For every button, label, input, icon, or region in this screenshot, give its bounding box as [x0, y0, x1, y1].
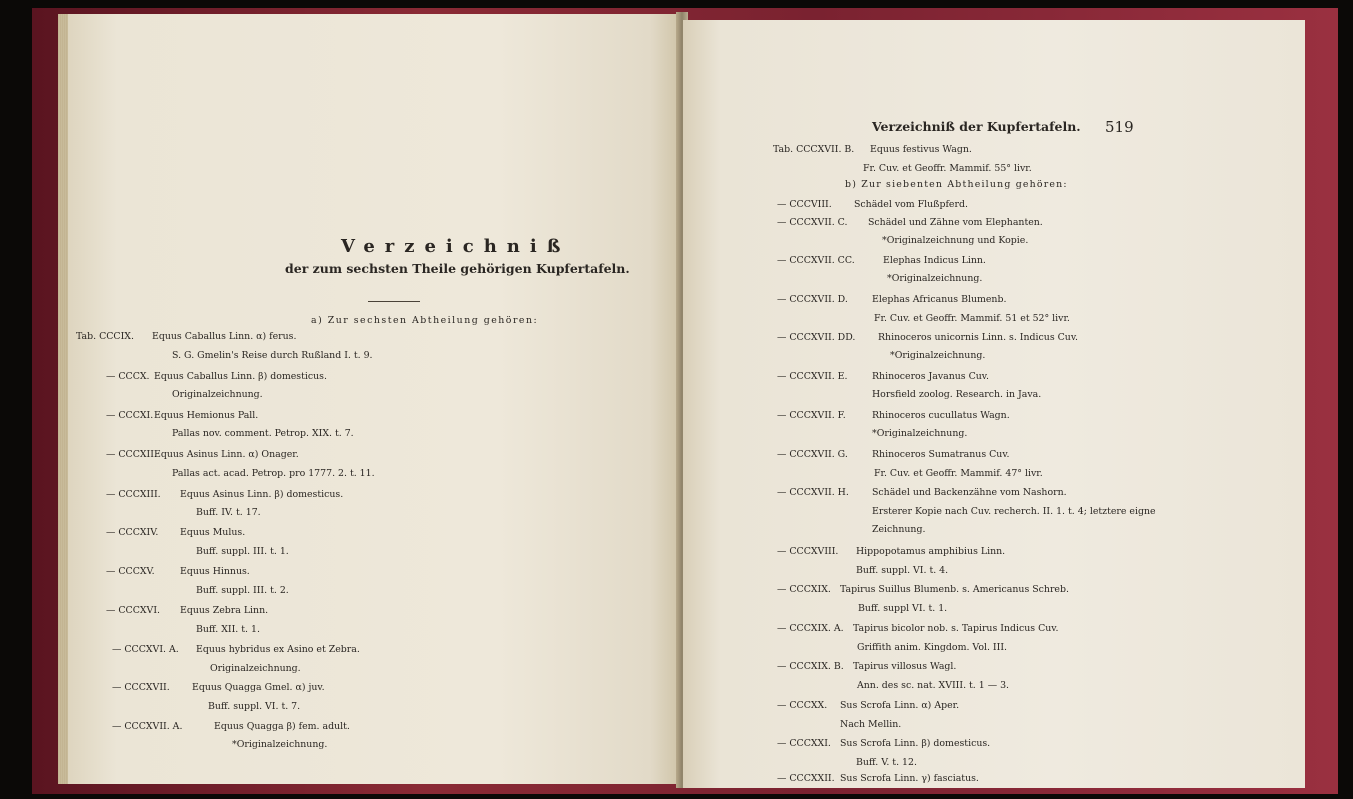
entry-source: Zeichnung. [872, 524, 926, 535]
tab-number: — CCCXVII. F. [777, 410, 846, 421]
tab-number: — CCCXVIII. [777, 546, 839, 557]
entry-source: Buff. V. t. 12. [856, 757, 917, 768]
tab-number: — CCCXV. [106, 566, 155, 577]
entry-name: Equus Quagga β) fem. adult. [214, 721, 350, 732]
tab-number: — CCCXVI. [106, 605, 161, 616]
tab-number: — CCCXII. [106, 449, 157, 460]
right-page [683, 20, 1305, 788]
tab-number: — CCCXIX. A. [777, 623, 844, 634]
entry-name: Rhinoceros Javanus Cuv. [872, 371, 989, 382]
entry-name: Rhinoceros Sumatranus Cuv. [872, 449, 1010, 460]
tab-number: — CCCXVII. E. [777, 371, 848, 382]
entry-name: Tapirus Suillus Blumenb. s. Americanus Schreb. [840, 584, 1069, 595]
tab-number: — CCCXIV. [106, 527, 159, 538]
entry-source: *Originalzeichnung. [232, 739, 328, 750]
entry-source: Nach Mellin. [840, 719, 902, 730]
entry-name: Schädel vom Flußpferd. [854, 199, 968, 210]
tab-number: Tab. CCCXVII. B. [773, 144, 855, 155]
entry-name: Sus Scrofa Linn. β) domesticus. [840, 738, 991, 749]
tab-number: — CCCXXII. [777, 773, 835, 784]
entry-source: Originalzeichnung. [210, 663, 301, 674]
entry-name: Rhinoceros unicornis Linn. s. Indicus Cuv. [878, 332, 1078, 343]
left-page [68, 14, 680, 784]
entry-source: *Originalzeichnung. [890, 350, 986, 361]
entry-source: Originalzeichnung. [172, 389, 263, 400]
entry-name: Equus Caballus Linn. α) ferus. [152, 331, 297, 342]
tab-number: — CCCXIX. [777, 584, 831, 595]
entry-source: *Originalzeichnung. [887, 273, 983, 284]
entry-name: Tapirus bicolor nob. s. Tapirus Indicus Cuv. [853, 623, 1059, 634]
entry-name: Schädel und Backenzähne vom Nashorn. [872, 487, 1067, 498]
entry-source: *Originalzeichnung und Kopie. [882, 235, 1029, 246]
entry-name: Hippopotamus amphibius Linn. [856, 546, 1006, 557]
entry-name: Elephas Africanus Blumenb. [872, 294, 1007, 305]
entry-name: Schädel und Zähne vom Elephanten. [868, 217, 1043, 228]
tab-number: — CCCXVI. A. [112, 644, 179, 655]
entry-name: Equus Asinus Linn. α) Onager. [154, 449, 299, 460]
entry-source: Buff. suppl. VI. t. 4. [856, 565, 949, 576]
tab-number: — CCCXX. [777, 700, 828, 711]
entry-name: Equus Caballus Linn. β) domesticus. [154, 371, 327, 382]
entry-source: *Originalzeichnung. [872, 428, 968, 439]
entry-source: Buff. IV. t. 17. [196, 507, 261, 518]
tab-number: Tab. CCCIX. [76, 331, 134, 342]
entry-name: Equus festivus Wagn. [870, 144, 972, 155]
entry-source: Ersterer Kopie nach Cuv. recherch. II. 1. t. 4; letztere eigne [872, 506, 1156, 517]
entry-name: Elephas Indicus Linn. [883, 255, 986, 266]
page-title: Verzeichniß [341, 236, 571, 257]
entry-source: Buff. suppl. III. t. 1. [196, 546, 289, 557]
tab-number: — CCCXIII. [106, 489, 161, 500]
entry-source: Pallas act. acad. Petrop. pro 1777. 2. t. 11. [172, 468, 375, 479]
entry-name: Equus Mulus. [180, 527, 246, 538]
tab-number: — CCCXXI. [777, 738, 831, 749]
entry-source: Buff. suppl. VI. t. 7. [208, 701, 301, 712]
tab-number: — CCCX. [106, 371, 150, 382]
entry-source: Fr. Cuv. et Geoffr. Mammif. 47° livr. [874, 468, 1043, 479]
entry-name: Equus Hemionus Pall. [154, 410, 259, 421]
page-number: 519 [1105, 118, 1134, 136]
entry-source: Ann. des sc. nat. XVIII. t. 1 — 3. [857, 680, 1010, 691]
entry-name: Equus hybridus ex Asino et Zebra. [196, 644, 360, 655]
tab-number: — CCCXVII. C. [777, 217, 848, 228]
divider [368, 301, 420, 302]
entry-name: Sus Scrofa Linn. α) Aper. [840, 700, 960, 711]
entry-name: Equus Quagga Gmel. α) juv. [192, 682, 325, 693]
entry-source: Horsfield zoolog. Research. in Java. [872, 389, 1042, 400]
entry-source: Griffith anim. Kingdom. Vol. III. [857, 642, 1008, 653]
tab-number: — CCCXIX. B. [777, 661, 844, 672]
entry-name: Tapirus villosus Wagl. [853, 661, 957, 672]
entry-name: Equus Hinnus. [180, 566, 250, 577]
tab-number: — CCCXVII. CC. [777, 255, 855, 266]
entry-source: Fr. Cuv. et Geoffr. Mammif. 51 et 52° livr. [874, 313, 1070, 324]
section-heading: a) Zur sechsten Abtheilung gehören: [311, 315, 539, 326]
entry-source: S. G. Gmelin's Reise durch Rußland I. t. 9. [172, 350, 373, 361]
entry-name: Equus Asinus Linn. β) domesticus. [180, 489, 344, 500]
tab-number: — CCCXVII. [112, 682, 170, 693]
tab-number: — CCCXI. [106, 410, 154, 421]
entry-name: Equus Zebra Linn. [180, 605, 269, 616]
tab-number: — CCCVIII. [777, 199, 832, 210]
entry-source: Buff. XII. t. 1. [196, 624, 260, 635]
tab-number: — CCCXVII. DD. [777, 332, 856, 343]
entry-name: Rhinoceros cucullatus Wagn. [872, 410, 1010, 421]
entry-source: Buff. suppl VI. t. 1. [858, 603, 948, 614]
page-subtitle: der zum sechsten Theile gehörigen Kupfertafeln. [285, 261, 630, 276]
entry-name: Sus Scrofa Linn. γ) fasciatus. [840, 773, 979, 784]
section-heading: b) Zur siebenten Abtheilung gehören: [845, 179, 1068, 190]
tab-number: — CCCXVII. H. [777, 487, 849, 498]
tab-number: — CCCXVII. G. [777, 449, 848, 460]
entry-source: Pallas nov. comment. Petrop. XIX. t. 7. [172, 428, 354, 439]
tab-number: — CCCXVII. D. [777, 294, 848, 305]
tab-number: — CCCXVII. A. [112, 721, 183, 732]
entry-source: Fr. Cuv. et Geoffr. Mammif. 55° livr. [863, 163, 1032, 174]
entry-source: Buff. suppl. III. t. 2. [196, 585, 289, 596]
running-header: Verzeichniß der Kupfertafeln. [872, 119, 1081, 134]
